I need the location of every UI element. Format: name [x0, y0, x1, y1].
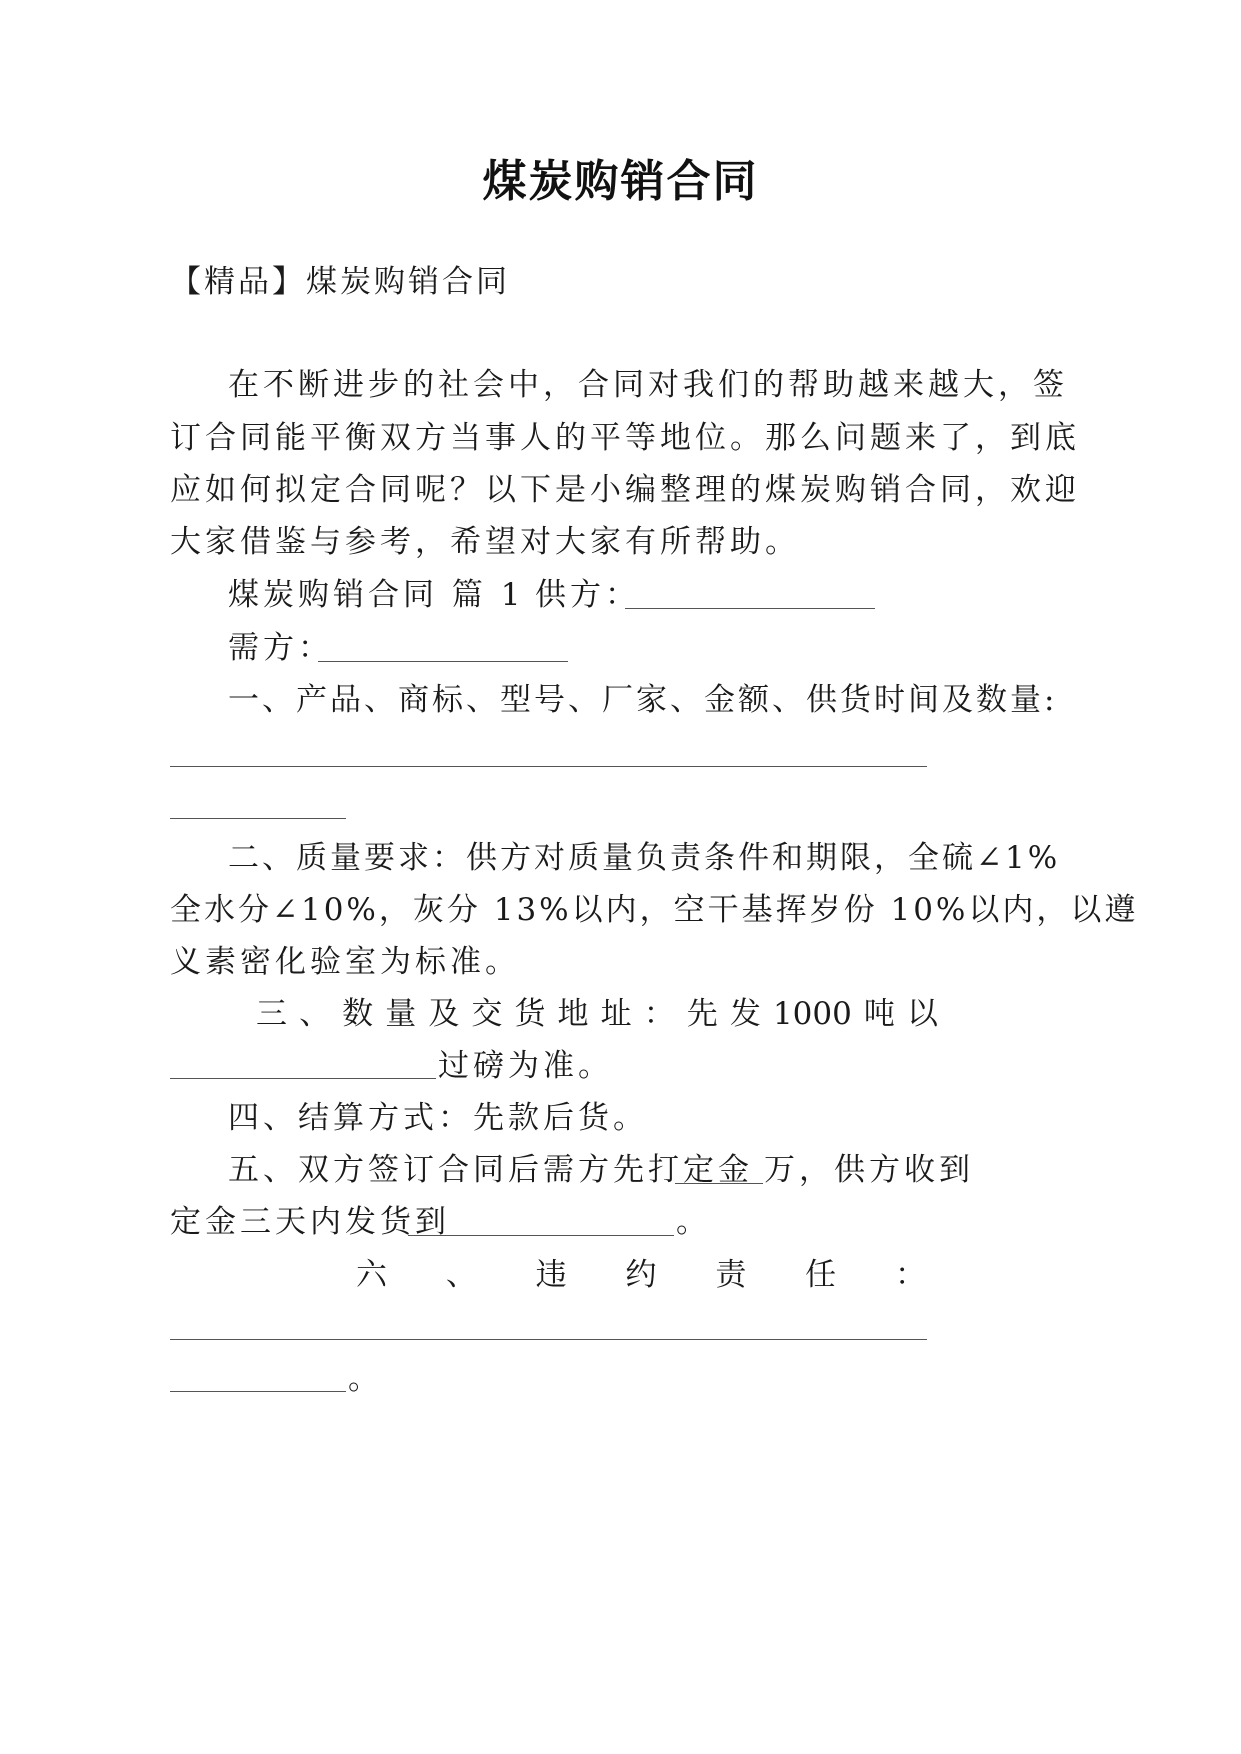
intro-line-1: 在不断进步的社会中，合同对我们的帮助越来越大，签 — [228, 367, 1068, 403]
clause-6-char: 约 — [625, 1257, 657, 1293]
clause-3-char: 及 — [428, 996, 460, 1032]
clause-3-char: 、 — [299, 996, 331, 1032]
clause-3-char: 以 — [907, 996, 938, 1032]
document-subtitle: 【精品】煤炭购销合同 — [170, 264, 510, 300]
clause-6-char: ： — [894, 1257, 926, 1293]
page-title: 煤炭购销合同 — [482, 156, 759, 207]
supplier-blank[interactable] — [625, 608, 875, 609]
clause-3-char: 数 — [342, 996, 374, 1032]
intro-line-3: 应如何拟定合同呢？以下是小编整理的煤炭购销合同，欢迎 — [170, 472, 1080, 508]
clause-3-blank[interactable] — [170, 1078, 436, 1079]
clause-1-blank-line-2[interactable] — [170, 818, 346, 819]
clause-2-line-2: 全水分∠10%，灰分 13%以内，空干基挥岁份 10%以内，以遵 — [170, 892, 1139, 928]
intro-line-4: 大家借鉴与参考，希望对大家有所帮助。 — [170, 524, 800, 560]
deposit-amount-blank[interactable] — [675, 1183, 763, 1184]
clause-6-blank-line-1[interactable] — [170, 1339, 927, 1340]
clause-3-suffix: 过磅为准。 — [438, 1048, 613, 1084]
clause-2-line-3: 义素密化验室为标准。 — [170, 944, 520, 980]
clause-3-char: 三 — [256, 996, 287, 1032]
clause-2-line-1: 二、质量要求：供方对质量负责条件和期限，全硫∠1% — [228, 840, 1061, 876]
buyer-label: 需方： — [228, 630, 333, 666]
clause-3-char: 发 — [729, 996, 761, 1032]
intro-line-2: 订合同能平衡双方当事人的平等地位。那么问题来了，到底 — [170, 420, 1080, 456]
clause-1-blank-line-1[interactable] — [170, 766, 927, 767]
clause-6-blank-line-2[interactable] — [170, 1391, 346, 1392]
delivery-destination-blank[interactable] — [408, 1235, 674, 1236]
buyer-blank[interactable] — [318, 661, 568, 662]
clause-3-char: 吨 — [863, 996, 895, 1032]
clause-3-char: 址 — [600, 996, 632, 1032]
clause-5-line-2: 定金三天内发货到 — [170, 1204, 450, 1240]
clause-3-char: 1000 — [772, 996, 852, 1032]
clause-5-period: 。 — [676, 1204, 711, 1240]
clause-6-heading — [356, 1255, 926, 1295]
clause-5-part-2: 万，供方收到 — [764, 1152, 974, 1188]
clause-6-char: 违 — [535, 1257, 567, 1293]
clause-5-part-1: 五、双方签订合同后需方先打定金 — [228, 1152, 753, 1188]
clause-6-char: 六 — [356, 1257, 387, 1293]
clause-3-line-1 — [256, 994, 938, 1034]
clause-3-char: 地 — [557, 996, 589, 1032]
section-heading: 煤炭购销合同 篇 1 — [228, 577, 525, 613]
supplier-label: 供方： — [535, 577, 640, 613]
clause-3-char: 货 — [514, 996, 546, 1032]
clause-6-char: 任 — [805, 1257, 837, 1293]
clause-1: 一、产品、商标、型号、厂家、金额、供货时间及数量: — [228, 682, 1058, 718]
clause-3-char: 量 — [385, 996, 417, 1032]
clause-4: 四、结算方式：先款后货。 — [228, 1100, 648, 1136]
clause-6-period: 。 — [348, 1361, 383, 1397]
clause-3-char: 先 — [686, 996, 718, 1032]
clause-6-char: 、 — [445, 1257, 477, 1293]
clause-3-char: 交 — [471, 996, 503, 1032]
clause-6-char: 责 — [715, 1257, 747, 1293]
clause-3-char: ： — [643, 996, 675, 1032]
